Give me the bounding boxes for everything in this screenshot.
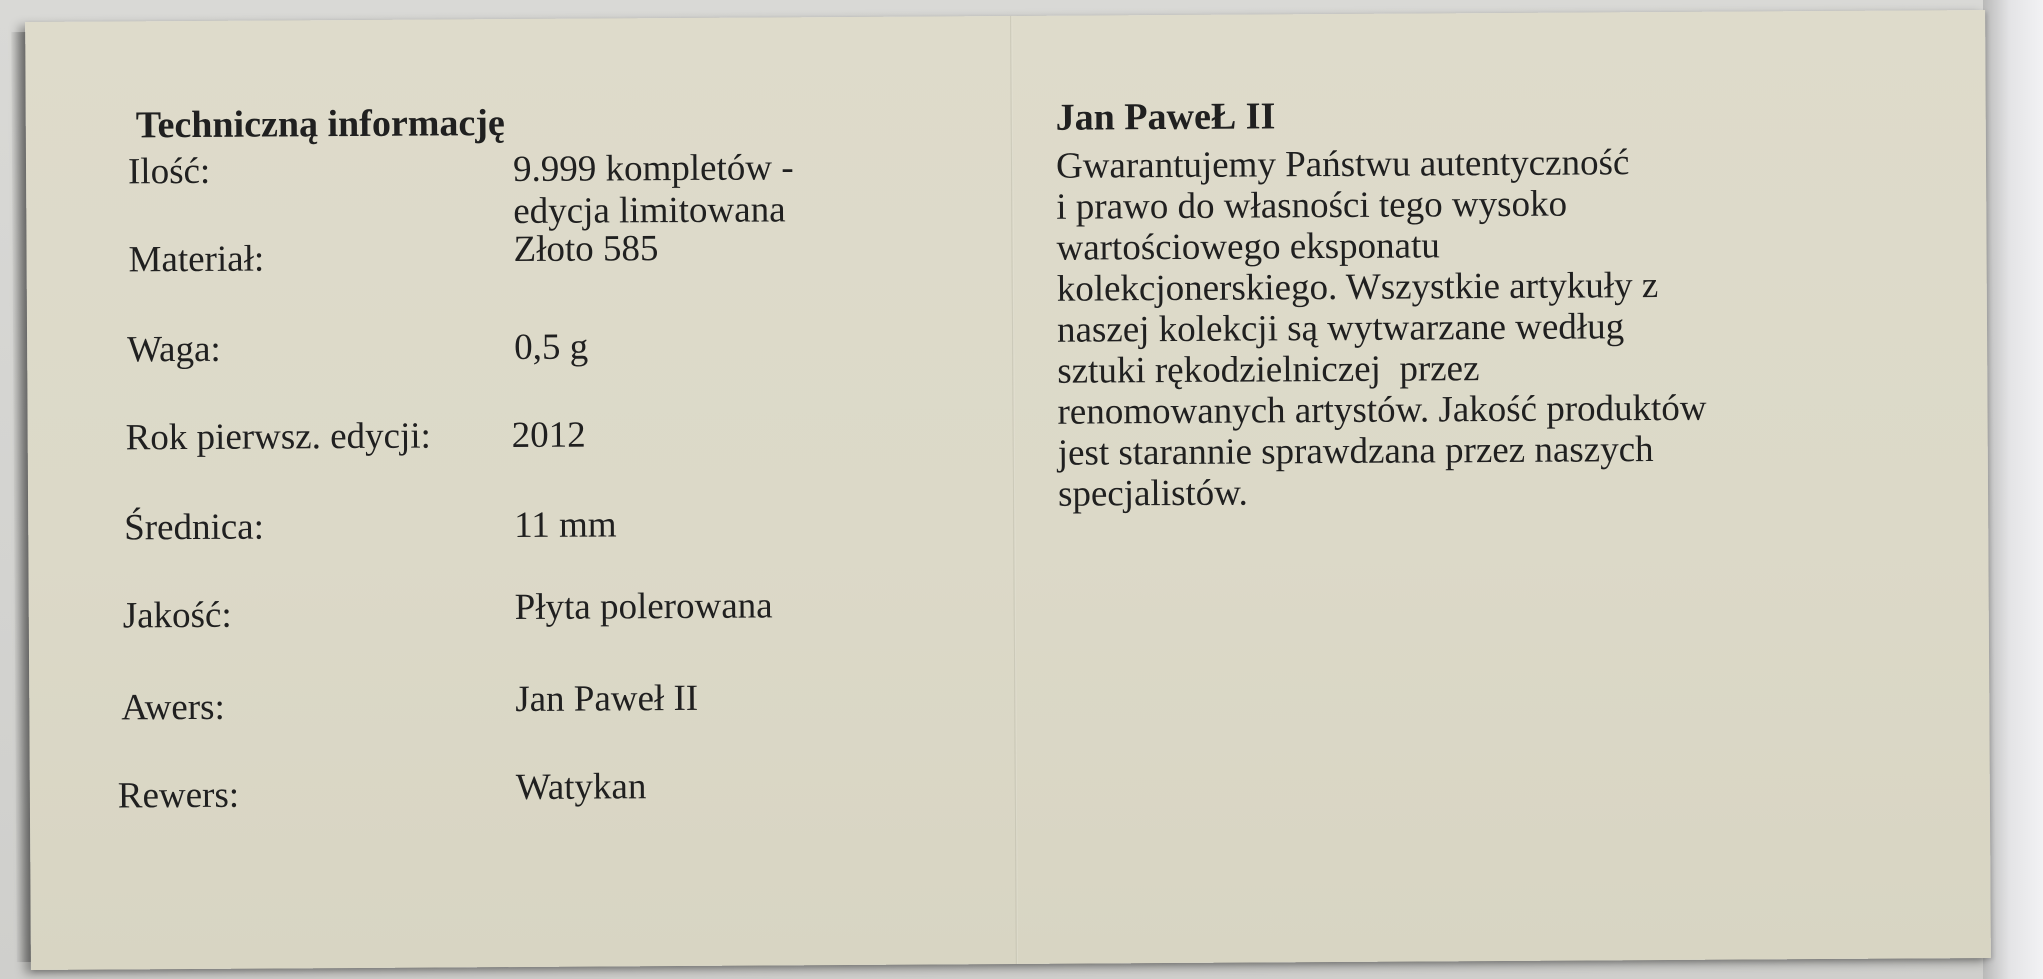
authenticity-text-line: renomowanych artystów. Jakość produktów: [1057, 387, 1707, 433]
authenticity-text-line: i prawo do własności tego wysoko: [1056, 183, 1568, 228]
spec-row-material: [128, 228, 987, 329]
spec-row-diameter: [124, 502, 989, 595]
spec-row-quantity: [128, 146, 987, 239]
spec-row-quality: [122, 585, 990, 687]
spec-value: Watykan: [515, 766, 647, 809]
authenticity-text-line: specjalistów.: [1057, 472, 1248, 515]
spec-label: Waga:: [127, 328, 221, 371]
authenticity-text-line: wartościowego eksponatu: [1056, 225, 1440, 269]
spec-label: Ilość:: [127, 150, 211, 193]
certificate-card: [25, 10, 1991, 970]
authenticity-text-line: kolekcjonerskiego. Wszystkie artykuły z: [1056, 265, 1659, 310]
authenticity-panel: [1056, 90, 1939, 514]
spec-value: 2012: [511, 414, 586, 457]
authenticity-text-line: jest starannie sprawdzana przez naszych: [1057, 429, 1654, 474]
authenticity-title: Jan PaweŁ II: [1055, 95, 1276, 139]
technical-info-heading: Techniczną informację: [135, 102, 505, 147]
spec-label: Awers:: [121, 686, 225, 729]
spec-label: Rok pierwsz. edycji:: [125, 415, 431, 459]
authenticity-text-line: Gwarantujemy Państwu autentyczność: [1055, 142, 1630, 187]
spec-label: Rewers:: [117, 774, 240, 817]
spec-value-line: edycja limitowana: [513, 189, 786, 233]
technical-info-panel: [106, 98, 991, 863]
spec-value: Jan Paweł II: [515, 677, 699, 721]
spec-value-line: 9.999 kompletów -: [512, 147, 794, 191]
card-fold-line: [1010, 16, 1018, 964]
spec-row-obverse: [121, 677, 990, 775]
spec-label: Materiał:: [128, 238, 265, 281]
spec-value: Złoto 585: [513, 228, 659, 271]
spec-value: Płyta polerowana: [514, 585, 773, 629]
spec-value: 11 mm: [514, 504, 617, 547]
authenticity-text-line: naszej kolekcji są wytwarzane według: [1056, 306, 1625, 351]
spec-value: [513, 147, 794, 233]
authenticity-text-line: sztuki rękodzielniczej przez: [1057, 348, 1480, 392]
background-edge: [1983, 0, 2043, 979]
spec-row-first-edition-year: [126, 412, 989, 507]
spec-row-weight: [127, 324, 988, 417]
spec-label: Średnica:: [124, 506, 265, 549]
spec-value: 0,5 g: [513, 326, 589, 369]
spec-row-reverse: [117, 766, 991, 863]
spec-label: Jakość:: [122, 594, 232, 637]
